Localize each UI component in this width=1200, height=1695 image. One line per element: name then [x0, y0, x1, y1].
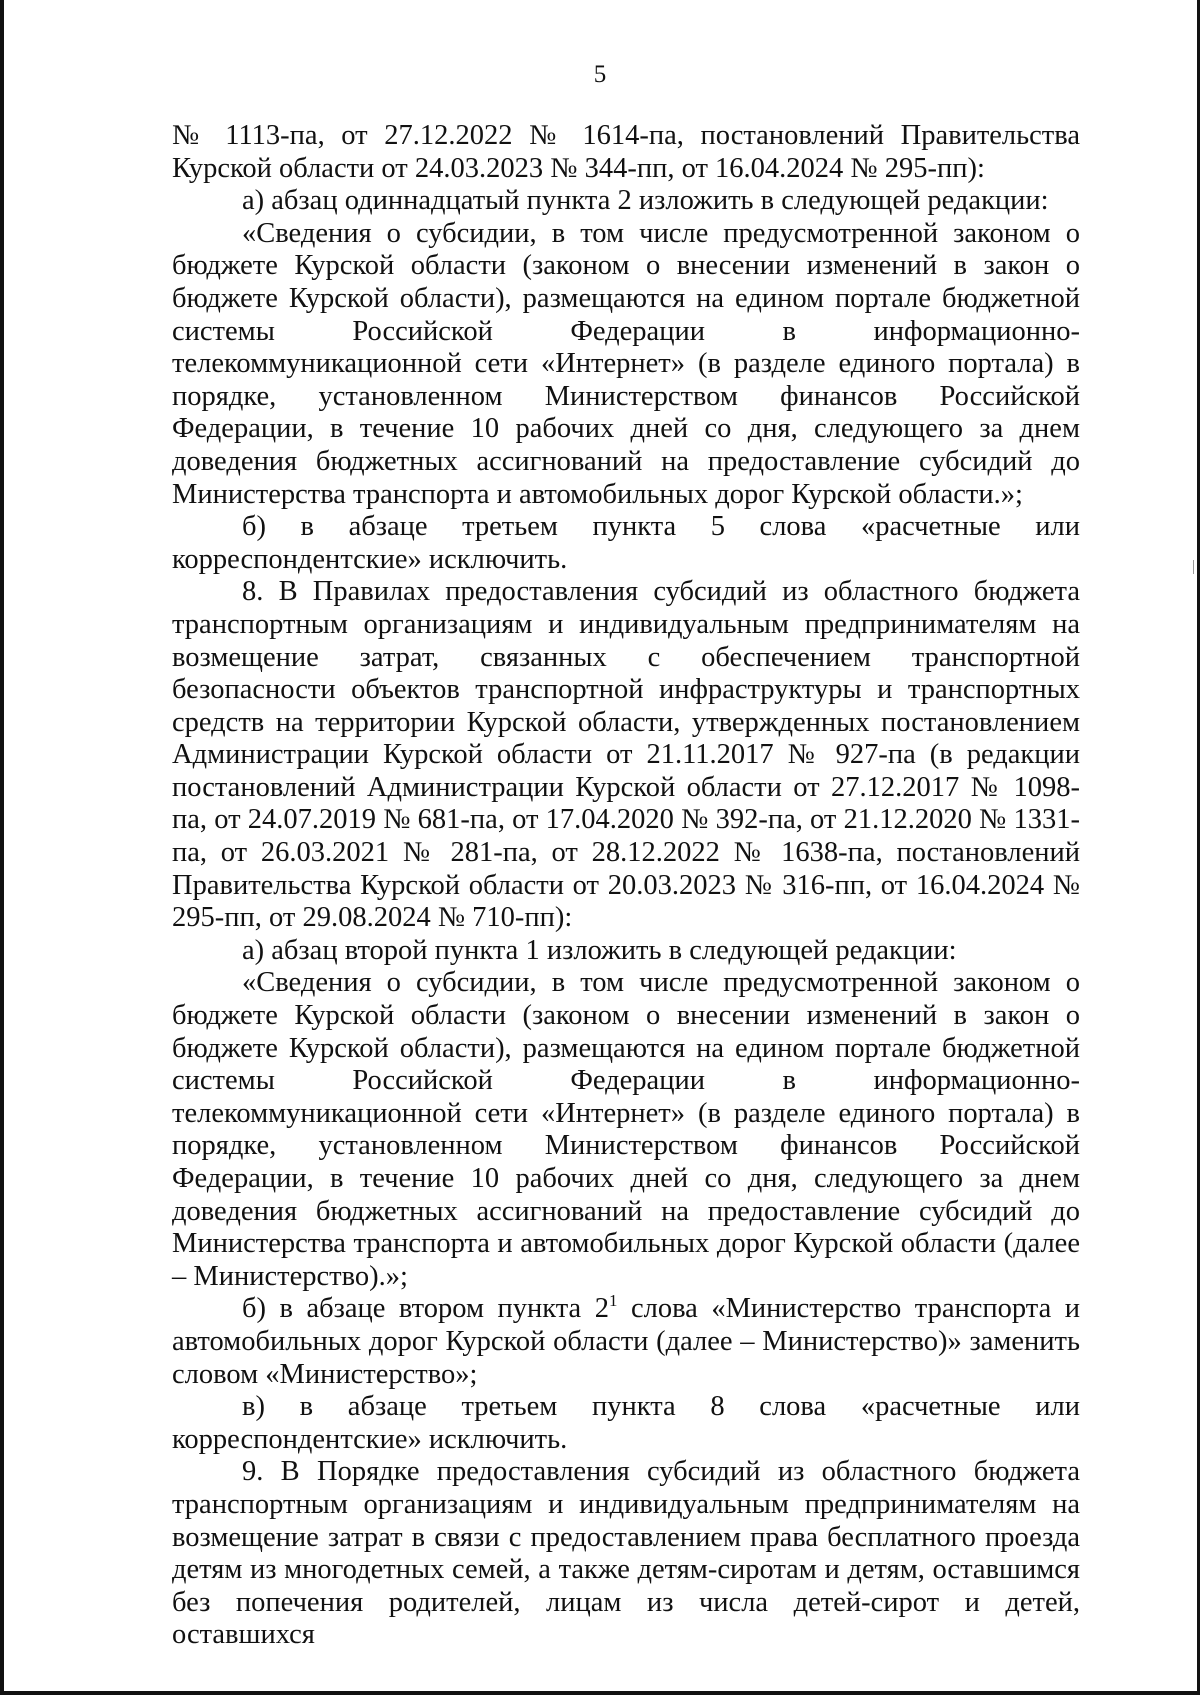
paragraph-continuation: № 1113-па, от 27.12.2022 № 1614-па, постановлений Правительства Курской области от 24.03.2023 № 344-пп, от 16.04.2024 № 295-пп):	[172, 120, 1080, 184]
superscript: 1	[608, 1291, 618, 1311]
scan-border-bottom	[0, 1691, 1200, 1695]
text-fragment: слова «Министерство транспорта и автомобильных дорог Курской области (далее – Министерство)» заменить словом «Министерство»;	[172, 1293, 1080, 1390]
paragraph-item-a: а) абзац одиннадцатый пункта 2 изложить в следующей редакции:	[242, 185, 1049, 217]
paragraph-section-8: 8. В Правилах предоставления субсидий из областного бюджета транспортным организациям и индивидуальным предпринимателям на возмещение затрат, связанных с обеспечением транспортной безопасности объектов транспортной инфраструктуры и транспортных средств на территории Курской области, утвержденных постановлением Администрации Курской области от 21.11.2017 № 927-па (в редакции постановлений Администрации Курской области от 27.12.2017 № 1098-па, от 24.07.2019 № 681-па, от 17.04.2020 № 392-па, от 21.12.2020 № 1331-па, от 26.03.2021 № 281-па, от 28.12.2022 № 1638-па, постановлений Правительства Курской области от 20.03.2023 № 316-пп, от 16.04.2024 № 295-пп, от 29.08.2024 № 710-пп):	[172, 576, 1080, 934]
scan-border-left	[0, 0, 4, 1695]
paragraph-item-b	[172, 1293, 1080, 1391]
document-body	[172, 120, 1080, 1652]
paragraph-item-c: в) в абзаце третьем пункта 8 слова «расчетные или корреспондентские» исключить.	[172, 1391, 1080, 1455]
paragraph-item-a: а) абзац второй пункта 1 изложить в следующей редакции:	[242, 934, 957, 966]
paragraph-quote: «Сведения о субсидии, в том числе предусмотренной законом о бюджете Курской области (законом о внесении изменений в закон о бюджете Курской области), размещаются на едином портале бюджетной системы Российской Федерации в информационно-телекоммуникационной сети «Интернет» (в разделе единого портала) в порядке, установленном Министерством финансов Российской Федерации, в течение 10 рабочих дней со дня, следующего за днем доведения бюджетных ассигнований на предоставление субсидий до Министерства транспорта и автомобильных дорог Курской области (далее – Министерство).»;	[172, 967, 1080, 1292]
paragraph-item-b: б) в абзаце третьем пункта 5 слова «расчетные или корреспондентские» исключить.	[172, 511, 1080, 575]
page-number: 5	[593, 61, 607, 88]
paragraph-quote: «Сведения о субсидии, в том числе предусмотренной законом о бюджете Курской области (законом о внесении изменений в закон о бюджете Курской области), размещаются на едином портале бюджетной системы Российской Федерации в информационно-телекоммуникационной сети «Интернет» (в разделе единого портала) в порядке, установленном Министерством финансов Российской Федерации, в течение 10 рабочих дней со дня, следующего за днем доведения бюджетных ассигнований на предоставление субсидий до Министерства транспорта и автомобильных дорог Курской области.»;	[172, 217, 1080, 510]
paragraph-section-9: 9. В Порядке предоставления субсидий из областного бюджета транспортным организациям и индивидуальным предпринимателям на возмещение затрат в связи с предоставлением права бесплатного проезда детям из многодетных семей, а также детям-сиротам и детям, оставшимся без попечения родителей, лицам из числа детей-сирот и детей, оставшихся	[172, 1456, 1080, 1651]
scan-artifact	[1193, 560, 1194, 574]
text-fragment: б) в абзаце втором пункта 2	[242, 1293, 609, 1325]
